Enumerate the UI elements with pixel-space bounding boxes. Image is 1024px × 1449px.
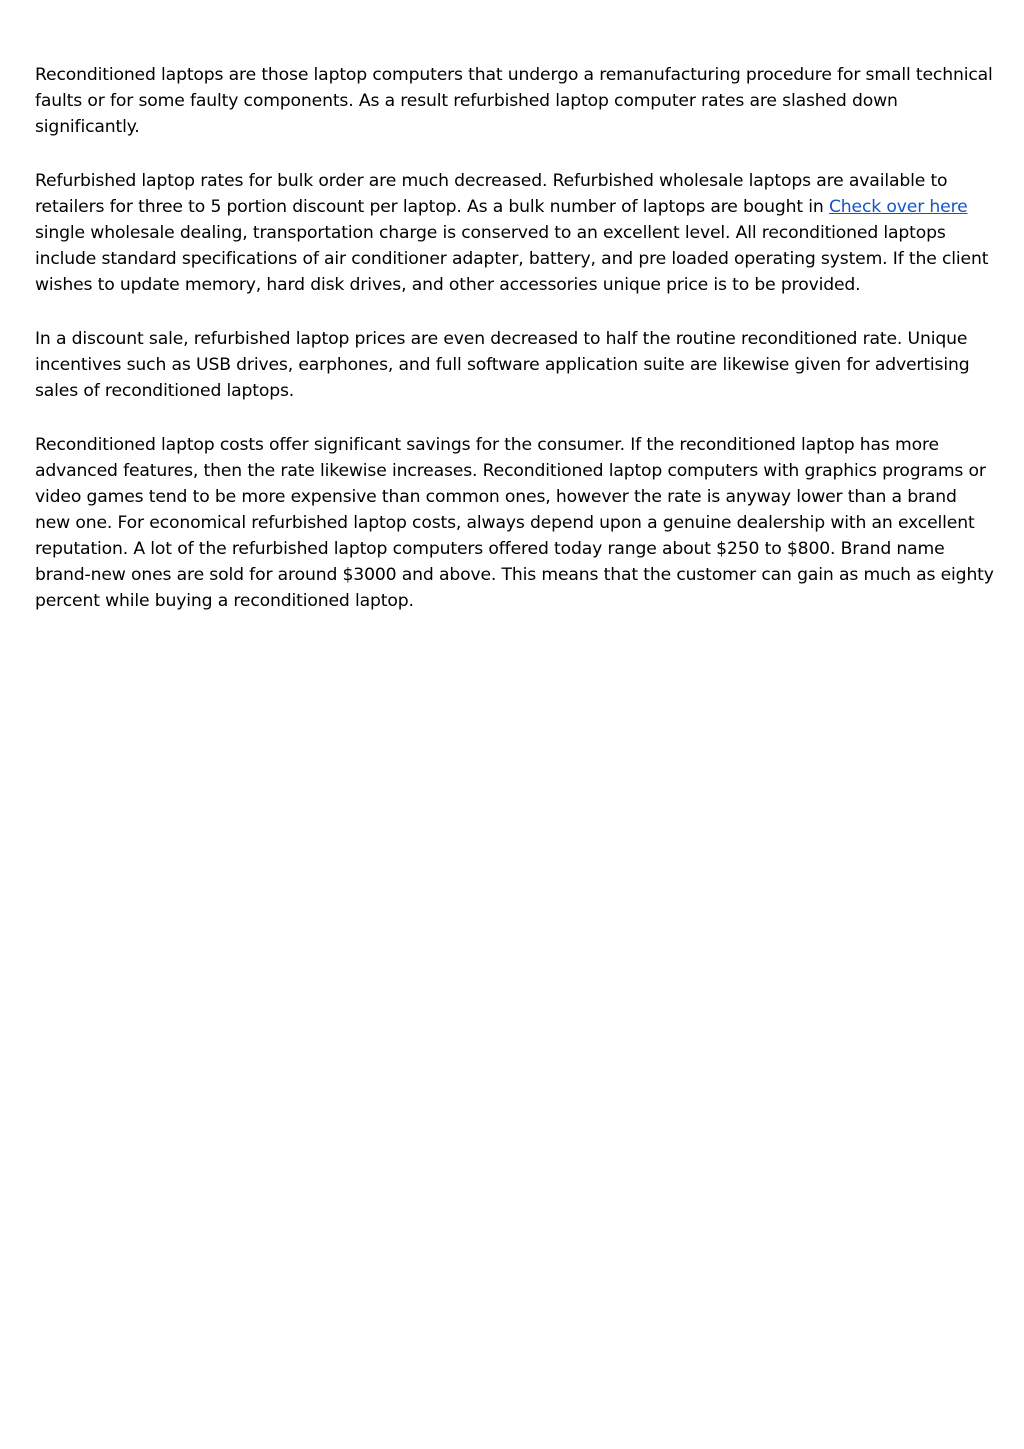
paragraph-2-text-start: Refurbished laptop rates for bulk order are much decreased. Refurbished wholesale laptops are available to retailers for three to 5 portion discount per laptop. As a bulk number of laptops are bought in xyxy=(35,171,948,217)
document-body xyxy=(35,62,995,642)
paragraph-3: In a discount sale, refurbished laptop prices are even decreased to half the routine reconditioned rate. Unique incentives such as USB drives, earphones, and full software application suite are likewise given for advertising sales of reconditioned laptops. xyxy=(35,329,970,401)
paragraph-2-text-end: single wholesale dealing, transportation charge is conserved to an excellent level. All reconditioned laptops include standard specifications of air conditioner adapter, battery, and pre loaded operating system. If the client wishes to update memory, hard disk drives, and other accessories unique price is to be provided. xyxy=(35,223,989,295)
paragraph-1: Reconditioned laptops are those laptop computers that undergo a remanufacturing procedure for small technical faults or for some faulty components. As a result refurbished laptop computer rates are slashed down significantly. xyxy=(35,65,993,137)
paragraph-2 xyxy=(35,168,995,298)
check-over-here-link[interactable]: Check over here xyxy=(828,197,968,217)
paragraph-4: Reconditioned laptop costs offer significant savings for the consumer. If the reconditioned laptop has more advanced features, then the rate likewise increases. Reconditioned laptop computers with graphics programs or video games tend to be more expensive than common ones, however the rate is anyway lower than a brand new one. For economical refurbished laptop costs, always depend upon a genuine dealership with an excellent reputation. A lot of the refurbished laptop computers offered today range about $250 to $800. Brand name brand-new ones are sold for around $3000 and above. This means that the customer can gain as much as eighty percent while buying a reconditioned laptop. xyxy=(35,435,994,611)
